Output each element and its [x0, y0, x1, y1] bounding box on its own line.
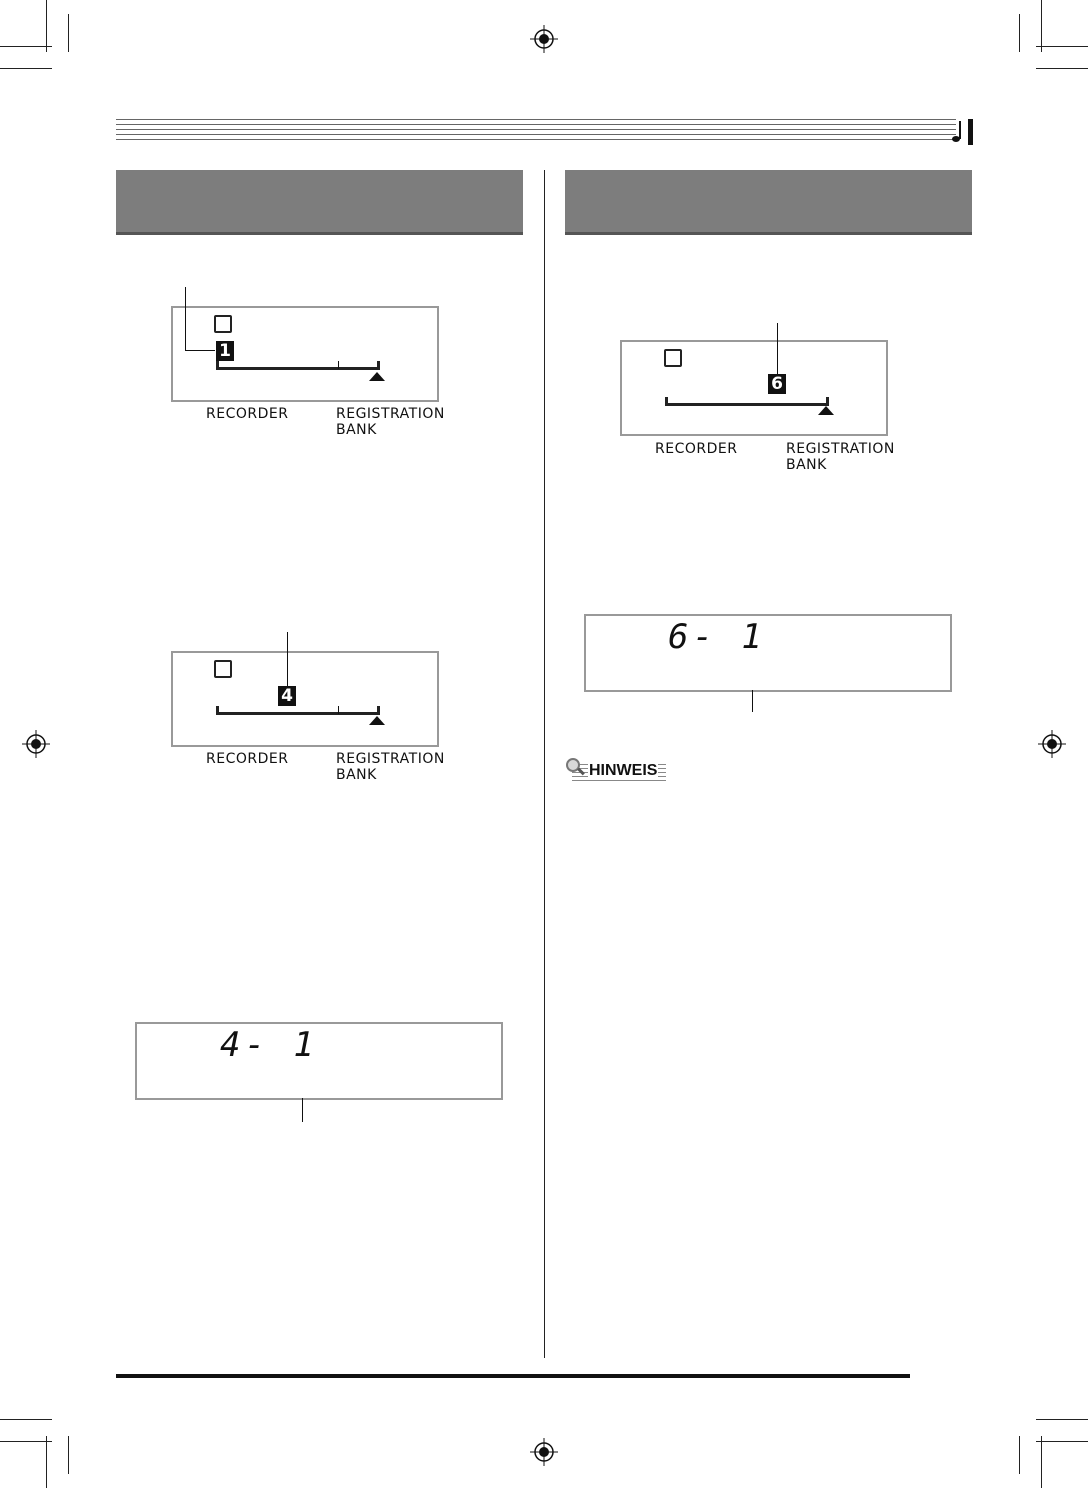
label-recorder: RECORDER — [655, 441, 738, 457]
label-recorder: RECORDER — [206, 751, 289, 767]
registration-bar — [216, 367, 380, 370]
crop-mark — [1019, 1436, 1020, 1474]
note-label: HINWEIS — [589, 762, 658, 779]
label-registration: REGISTRATION — [336, 406, 445, 422]
leader-line — [777, 323, 778, 374]
label-registration: REGISTRATION — [336, 751, 445, 767]
crop-mark — [1041, 1436, 1042, 1488]
section-header-right — [565, 170, 972, 235]
leader-line — [185, 350, 215, 351]
crop-mark — [46, 0, 47, 52]
leader-line — [302, 1098, 303, 1122]
registration-mark-icon — [1038, 730, 1066, 758]
registration-mark-icon — [22, 730, 50, 758]
crop-mark — [0, 68, 52, 69]
crop-mark — [1041, 0, 1042, 52]
registration-number: 6 — [768, 374, 786, 394]
segment-readout: 4- 1 — [220, 1025, 318, 1065]
column-divider — [544, 170, 545, 1358]
crop-mark — [1036, 46, 1088, 47]
registration-mark-icon — [530, 25, 558, 53]
registration-mark-icon — [530, 1438, 558, 1466]
crop-mark — [68, 1436, 69, 1474]
lcd-square-icon — [214, 660, 232, 678]
crop-mark — [1019, 14, 1020, 52]
label-bank: BANK — [786, 457, 827, 473]
registration-bar — [216, 712, 380, 715]
label-recorder: RECORDER — [206, 406, 289, 422]
crop-mark — [0, 1441, 52, 1442]
label-registration: REGISTRATION — [786, 441, 895, 457]
registration-bar — [665, 403, 829, 406]
leader-line — [338, 361, 339, 369]
crop-mark — [1036, 68, 1088, 69]
lcd-square-icon — [664, 349, 682, 367]
crop-mark — [0, 46, 52, 47]
label-bank: BANK — [336, 767, 377, 783]
leader-line — [287, 632, 288, 686]
music-note-icon — [950, 117, 974, 145]
crop-mark — [46, 1436, 47, 1488]
crop-mark — [1036, 1419, 1088, 1420]
pointer-triangle-icon — [818, 406, 834, 415]
bottom-rule — [116, 1374, 910, 1378]
music-staff — [116, 119, 956, 145]
pointer-triangle-icon — [369, 372, 385, 381]
segment-readout: 6- 1 — [668, 617, 766, 657]
crop-mark — [68, 14, 69, 52]
crop-mark — [0, 1419, 52, 1420]
pointer-triangle-icon — [369, 716, 385, 725]
leader-line — [185, 287, 186, 350]
lcd-square-icon — [214, 315, 232, 333]
registration-number: 4 — [278, 686, 296, 706]
label-bank: BANK — [336, 422, 377, 438]
registration-number: 1 — [216, 341, 234, 361]
section-header-left — [116, 170, 523, 235]
note-badge — [566, 758, 666, 784]
leader-line — [752, 690, 753, 712]
leader-line — [338, 706, 339, 714]
crop-mark — [1036, 1441, 1088, 1442]
